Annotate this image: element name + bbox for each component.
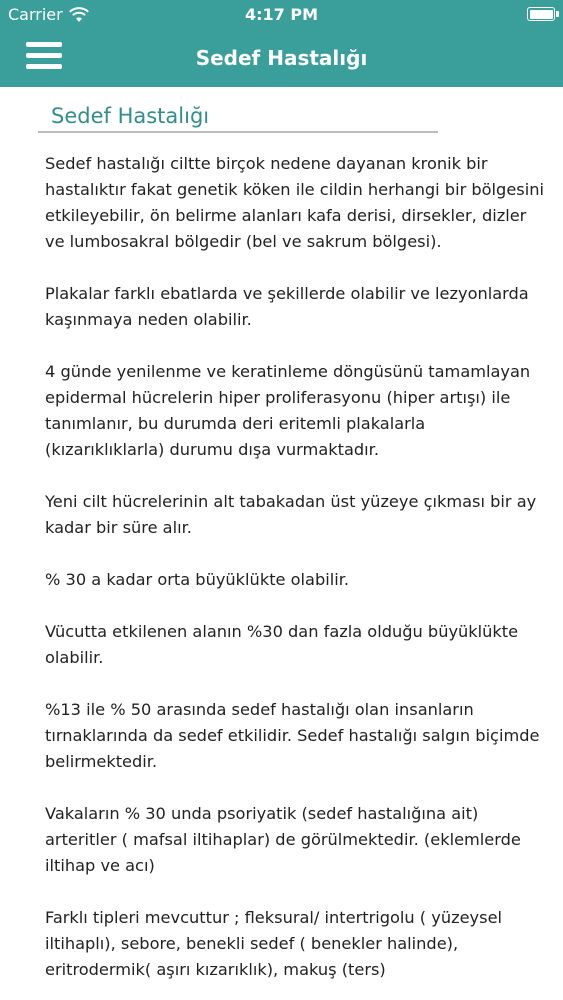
battery-fill <box>530 10 553 19</box>
article-paragraph: Farklı tipleri mevcuttur ; fleksural/ intertrigolu ( yüzeysel iltihaplı), sebore, benekli sedef ( benekler halinde), eritrodermik( aşırı kızarıklık), makuş (ters) <box>45 908 503 979</box>
top-bar <box>0 0 563 87</box>
carrier-label: Carrier <box>8 5 63 24</box>
article-paragraph: Vücutta etkilenen alanın %30 dan fazla olduğu büyüklükte olabilir. <box>45 622 519 667</box>
article-paragraph: Vakaların % 30 unda psoriyatik (sedef hastalığına ait) arteritler ( mafsal iltihaplar) de görülmektedir. (eklemlerde iltihap ve acı) <box>45 804 521 875</box>
status-time: 4:17 PM <box>244 5 318 24</box>
article-paragraph: Plakalar farklı ebatlarda ve şekillerde olabilir ve lezyonlarda kaşınmaya neden olabilir. <box>45 284 529 329</box>
status-bar <box>0 0 563 30</box>
article-paragraph: %13 ile % 50 arasında sedef hastalığı olan insanların tırnaklarında da sedef etkilidir. Sedef hastalığı salgın biçimde belirmektedir. <box>45 700 540 771</box>
article-paragraph: % 30 a kadar orta büyüklükte olabilir. <box>45 570 350 589</box>
article-body <box>45 151 545 1000</box>
battery-icon <box>527 7 555 21</box>
article-content[interactable] <box>0 87 563 1000</box>
nav-title: Sedef Hastalığı <box>195 46 368 70</box>
section-title: Sedef Hastalığı <box>51 104 210 128</box>
article-paragraph: Sedef hastalığı ciltte birçok nedene dayanan kronik bir hastalıktır fakat genetik köken ile cildin herhangi bir bölgesini etkileyebilir, ön belirme alanları kafa derisi, dirsekler, dizler ve lumbosakral bölgedir (bel ve sakrum bölgesi). <box>45 154 544 251</box>
title-divider <box>38 131 438 133</box>
article-paragraph: 4 günde yenilenme ve keratinleme döngüsünü tamamlayan epidermal hücrelerin hiper proliferasyonu (hiper artışı) ile tanımlanır, bu durumda deri eritemli plakalarla (kızarıklıklarla) durumu dışa vurmaktadır. <box>45 362 531 459</box>
nav-bar <box>0 30 563 87</box>
article-paragraph: Yeni cilt hücrelerinin alt tabakadan üst yüzeye çıkması bir ay kadar bir süre alır. <box>45 492 537 537</box>
